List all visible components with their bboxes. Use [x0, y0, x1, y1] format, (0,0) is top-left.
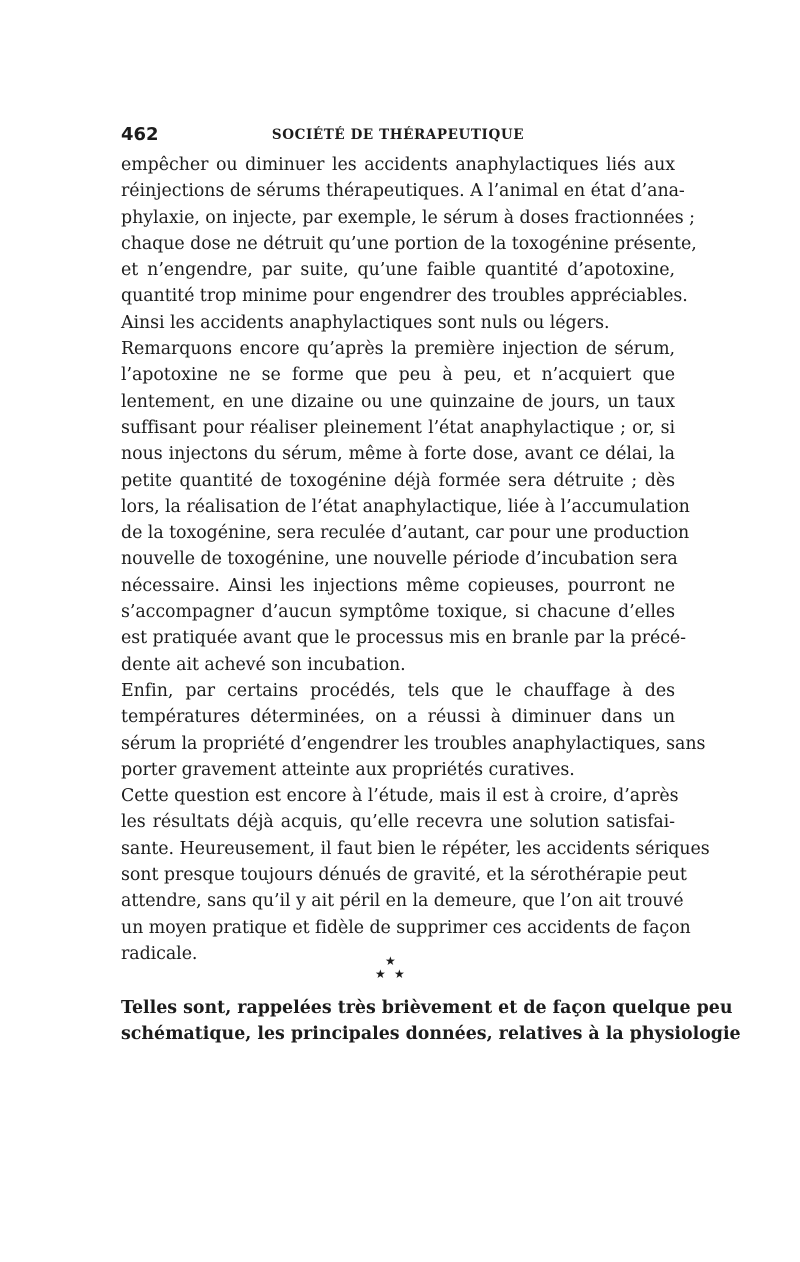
book-page — [121, 0, 741, 1262]
text-line: réinjections de sérums thérapeutiques. A l’animal en état d’ana- — [121, 181, 685, 202]
text-line: sont presque toujours dénués de gravité, et la sérothérapie peut — [121, 865, 687, 886]
star-bottom-right-icon: ★ — [394, 967, 405, 981]
text-line: phylaxie, on injecte, par exemple, le sérum à doses fractionnées ; — [121, 207, 695, 228]
text-line: nous injectons du sérum, même à forte dose, avant ce délai, la — [121, 444, 675, 465]
text-line: petite quantité de toxogénine déjà formée sera détruite ; dès — [121, 470, 675, 491]
text-line: sante. Heureusement, il faut bien le répéter, les accidents sériques — [121, 838, 710, 859]
text-line: est pratiquée avant que le processus mis en branle par la précé- — [121, 628, 686, 649]
section-separator-asterism — [121, 955, 675, 985]
running-head — [121, 123, 675, 147]
body-text — [121, 152, 710, 967]
text-line: attendre, sans qu’il y ait péril en la demeure, que l’on ait trouvé — [121, 891, 684, 912]
text-line: chaque dose ne détruit qu’une portion de la toxogénine présente, — [121, 233, 697, 254]
text-line: quantité trop minime pour engendrer des troubles appréciables. — [121, 286, 688, 307]
text-line: radicale. — [121, 943, 198, 964]
text-line: lentement, en une dizaine ou une quinzaine de jours, un taux — [121, 391, 675, 412]
text-line: sérum la propriété d’engendrer les troubles anaphylactiques, sans — [121, 733, 706, 754]
journal-title: SOCIÉTÉ DE THÉRAPEUTIQUE — [271, 127, 525, 143]
text-line: lors, la réalisation de l’état anaphylactique, liée à l’accumulation — [121, 496, 690, 517]
text-line: Telles sont, rappelées très brièvement et de façon quelque peu — [121, 998, 733, 1018]
text-line: nécessaire. Ainsi les injections même copieuses, pourront ne — [121, 575, 675, 596]
text-line: nouvelle de toxogénine, une nouvelle période d’incubation sera — [121, 549, 678, 570]
text-line: porter gravement atteinte aux propriétés curatives. — [121, 759, 575, 780]
text-line: de la toxogénine, sera reculée d’autant, car pour une production — [121, 523, 690, 544]
text-line: un moyen pratique et fidèle de supprimer ces accidents de façon — [121, 917, 691, 938]
page-number: 462 — [121, 124, 159, 145]
text-line: Enfin, par certains procédés, tels que le chauffage à des — [121, 680, 675, 701]
text-line: s’accompagner d’aucun symptôme toxique, si chacune d’elles — [121, 602, 675, 623]
text-line: et n’engendre, par suite, qu’une faible quantité d’apotoxine, — [121, 260, 675, 281]
text-line: empêcher ou diminuer les accidents anaphylactiques liés aux — [121, 155, 675, 175]
text-line: dente ait achevé son incubation. — [121, 654, 406, 675]
text-line: Cette question est encore à l’étude, mais il est à croire, d’après — [121, 786, 679, 807]
final-paragraph — [121, 995, 741, 1048]
text-line: les résultats déjà acquis, qu’elle recevra une solution satisfai- — [121, 812, 675, 833]
text-line: l’apotoxine ne se forme que peu à peu, et n’acquiert que — [121, 365, 675, 386]
text-line: Remarquons encore qu’après la première injection de sérum, — [121, 339, 675, 360]
text-line: Ainsi les accidents anaphylactiques sont nuls ou légers. — [121, 312, 610, 333]
text-line: schématique, les principales données, relatives à la physiologie — [121, 1024, 741, 1045]
star-top-icon: ★ — [385, 954, 396, 968]
text-line: suffisant pour réaliser pleinement l’état anaphylactique ; or, si — [121, 417, 675, 438]
star-bottom-left-icon: ★ — [375, 967, 386, 981]
text-line: températures déterminées, on a réussi à diminuer dans un — [121, 707, 675, 728]
